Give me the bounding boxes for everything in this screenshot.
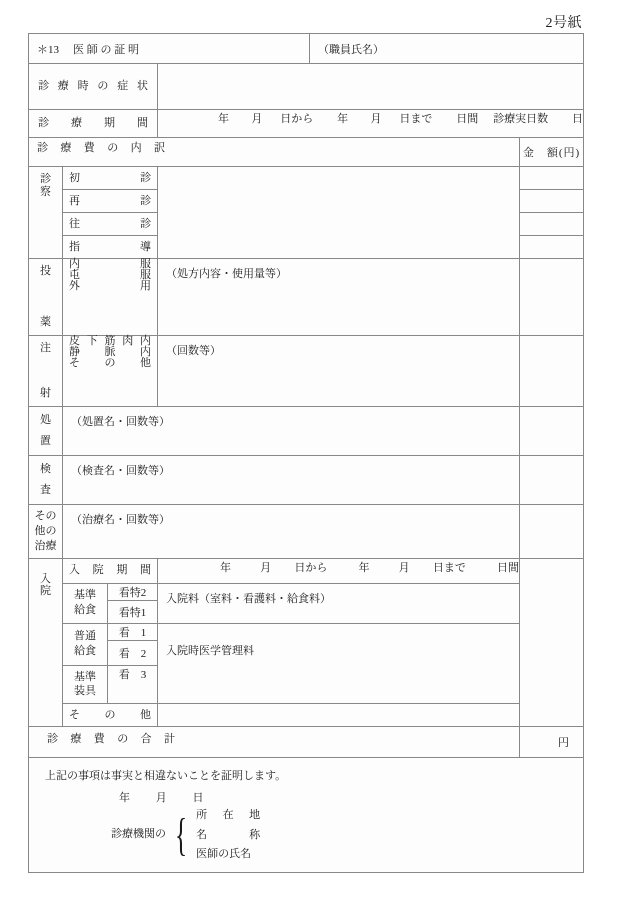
period-label: 診 療 期 間 xyxy=(38,117,148,129)
exam-item-label-cell xyxy=(63,236,158,259)
procedure-side-label-top: 処 xyxy=(40,414,51,426)
institution-name-label: 名 称 xyxy=(196,828,261,841)
other-treatment-side-label-line3: 治療 xyxy=(34,539,57,552)
injection-items-cell xyxy=(63,336,158,407)
breakdown-header-row xyxy=(29,138,584,167)
hospitalization-other-detail-cell[interactable] xyxy=(158,704,520,727)
tests-side-label-top: 検 xyxy=(40,463,51,475)
hosp-period-to: 日まで xyxy=(432,561,466,574)
exam-item-label: 指 導 xyxy=(69,240,151,253)
hospitalization-period-label-cell xyxy=(63,558,158,583)
exam-side-label-cell xyxy=(29,167,63,259)
amount-header: 金 額(円) xyxy=(522,147,581,159)
symptoms-row xyxy=(29,64,584,110)
other-treatment-side-label-line1: その xyxy=(34,510,57,522)
exam-amount-cell[interactable] xyxy=(520,236,584,259)
hosp-period-year: 年 xyxy=(220,561,231,574)
hospitalization-group-line1: 基準 xyxy=(74,670,96,683)
total-label: 診 療 費 の 合 計 xyxy=(47,733,175,746)
hospitalization-care-level-label: 看特2 xyxy=(118,586,147,599)
tests-detail-cell[interactable] xyxy=(63,456,520,505)
other-treatment-amount-cell[interactable] xyxy=(520,505,584,559)
medication-item-label: 屯 服 xyxy=(69,269,151,281)
hospitalization-care-level-cell xyxy=(108,600,158,623)
medical-certificate-table xyxy=(28,33,584,873)
other-treatment-side-label-cell xyxy=(29,505,63,559)
hosp-period-year-2: 年 xyxy=(358,561,370,574)
actual-days-label: 診療実日数 xyxy=(493,113,549,125)
medication-note: （処方内容・使用量等） xyxy=(166,268,287,280)
injection-item-label: 静 脈 内 xyxy=(69,346,151,358)
hospitalization-other-label: そ の 他 xyxy=(69,708,151,721)
hospitalization-group-line2: 給食 xyxy=(74,645,96,658)
declaration-row xyxy=(29,758,584,872)
institution-label: 診療機関の xyxy=(111,827,166,840)
institution-block xyxy=(45,809,583,859)
exam-amount-cell[interactable] xyxy=(520,167,584,190)
period-to: 日まで xyxy=(399,113,433,125)
declaration-month: 月 xyxy=(155,791,167,804)
period-year-2: 年 xyxy=(337,113,349,125)
medication-amount-cell[interactable] xyxy=(520,259,584,336)
total-unit: 円 xyxy=(558,737,569,750)
hospitalization-care-level-cell xyxy=(108,623,158,640)
injection-side-label-bottom: 射 xyxy=(40,387,51,400)
hospitalization-side-label-bottom: 院 xyxy=(40,585,51,598)
procedure-amount-cell[interactable] xyxy=(520,407,584,456)
medication-item-label: 内 服 xyxy=(69,258,151,270)
hospitalization-period-label: 入 院 期 間 xyxy=(69,564,151,577)
exam-row-shoshin xyxy=(29,167,584,190)
other-treatment-side-label-line2: 他の xyxy=(34,524,57,537)
exam-side-label-top: 診 xyxy=(40,173,51,185)
tests-side-label-bottom: 査 xyxy=(40,484,51,497)
period-input-cell[interactable] xyxy=(158,110,584,138)
period-from: 日から xyxy=(280,113,314,125)
exam-item-label: 往 診 xyxy=(69,217,151,230)
exam-item-label-cell xyxy=(63,213,158,236)
breakdown-label: 診 療 費 の 内 訳 xyxy=(37,142,165,154)
hospitalization-fee-cell[interactable] xyxy=(158,583,520,623)
hospitalization-group-line1: 基準 xyxy=(74,589,96,602)
period-label-cell xyxy=(29,110,158,138)
hospitalization-care-level-cell xyxy=(108,640,158,665)
total-amount-cell[interactable] xyxy=(520,727,584,758)
hospitalization-side-label-top: 入 xyxy=(40,572,51,585)
section-number: ＊13 xyxy=(37,44,59,56)
exam-amount-cell[interactable] xyxy=(520,190,584,213)
hospitalization-period-input-cell[interactable] xyxy=(158,558,520,583)
hospitalization-group-line2: 給食 xyxy=(74,604,96,617)
symptoms-label-cell xyxy=(29,64,158,110)
hospitalization-care-row-3 xyxy=(29,623,584,640)
hosp-period-from: 日から xyxy=(294,561,328,574)
doctor-name-label: 医師の氏名 xyxy=(196,847,252,860)
hospitalization-care-level-label: 看特1 xyxy=(118,606,147,619)
declaration-statement: 上記の事項は事実と相違ないことを証明します。 xyxy=(45,770,287,783)
day-unit: 日 xyxy=(571,113,583,125)
hospitalization-admin-note: 入院時医学管理料 xyxy=(166,644,254,657)
injection-note: （回数等） xyxy=(166,345,221,357)
total-label-cell xyxy=(29,727,520,758)
brace-icon: { xyxy=(174,808,188,860)
exam-amount-cell[interactable] xyxy=(520,213,584,236)
total-row xyxy=(29,727,584,758)
injection-amount-cell[interactable] xyxy=(520,336,584,407)
institution-address-field[interactable] xyxy=(196,809,260,821)
hospitalization-care-level-cell xyxy=(108,583,158,600)
injection-side-label-cell xyxy=(29,336,63,407)
hospitalization-group-line1: 普通 xyxy=(74,630,96,643)
sheet-label: 2号紙 xyxy=(545,16,582,31)
injection-side-label-top: 注 xyxy=(40,342,51,354)
tests-amount-cell[interactable] xyxy=(520,456,584,505)
other-treatment-detail-cell[interactable] xyxy=(63,505,520,559)
declaration-date-line[interactable] xyxy=(119,790,583,808)
exam-item-label-cell xyxy=(63,190,158,213)
institution-name-field[interactable] xyxy=(196,829,260,841)
exam-side-label-bottom: 察 xyxy=(40,185,51,198)
exam-item-label-cell xyxy=(63,167,158,190)
hospitalization-care-row-1 xyxy=(29,583,584,600)
institution-address-label: 所 在 地 xyxy=(196,809,261,822)
declaration-year: 年 xyxy=(119,791,130,804)
injection-row xyxy=(29,336,584,407)
hospitalization-other-label-cell xyxy=(63,704,158,727)
hospitalization-care-level-label: 看 2 xyxy=(118,647,147,660)
symptoms-input-cell[interactable] xyxy=(158,64,584,110)
staff-name-label: （職員氏名） xyxy=(318,44,384,56)
procedure-detail-cell[interactable] xyxy=(63,407,520,456)
exam-item-label: 再 診 xyxy=(69,194,151,207)
medication-side-label-cell xyxy=(29,259,63,336)
other-treatment-note: （治療名・回数等） xyxy=(71,514,170,526)
procedure-side-label-cell xyxy=(29,407,63,456)
amount-header-cell xyxy=(520,138,584,167)
period-year: 年 xyxy=(218,113,229,125)
hospitalization-amount-cell[interactable] xyxy=(520,558,584,727)
breakdown-label-cell xyxy=(29,138,520,167)
injection-item-label: 皮 下 筋 肉 内 xyxy=(69,335,151,347)
tests-side-label-cell xyxy=(29,456,63,505)
procedure-note: （処置名・回数等） xyxy=(71,416,170,428)
exam-detail-cell[interactable] xyxy=(158,167,520,259)
period-days: 日間 xyxy=(456,113,479,125)
other-treatment-row xyxy=(29,505,584,559)
certificate-title-cell xyxy=(29,34,310,64)
hospitalization-fee-note: 入院料（室料・看護料・給食料） xyxy=(166,592,331,605)
period-row xyxy=(29,110,584,138)
doctor-name-field[interactable] xyxy=(196,848,260,860)
hospitalization-group-cell xyxy=(63,583,108,623)
hosp-period-month-2: 月 xyxy=(398,561,410,574)
hospitalization-care-level-label: 看 1 xyxy=(118,626,147,639)
hospitalization-group-cell xyxy=(63,665,108,704)
hospitalization-admin-cell[interactable] xyxy=(158,623,520,704)
medication-detail-cell[interactable] xyxy=(158,259,520,336)
medication-row xyxy=(29,259,584,336)
hospitalization-group-line2: 装具 xyxy=(74,685,96,698)
injection-item-label: そ の 他 xyxy=(69,357,151,369)
header-row xyxy=(29,34,584,64)
medication-items-cell xyxy=(63,259,158,336)
certificate-title: 医 師 の 証 明 xyxy=(73,44,139,56)
declaration-cell xyxy=(29,758,584,872)
period-month-2: 月 xyxy=(370,113,382,125)
declaration-day: 日 xyxy=(192,791,204,804)
tests-note: （検査名・回数等） xyxy=(71,465,170,477)
medication-item-label: 外 用 xyxy=(69,280,151,292)
staff-name-cell[interactable] xyxy=(310,34,584,64)
symptoms-label: 診 療 時 の 症 状 xyxy=(38,80,148,92)
medication-side-label-bottom: 薬 xyxy=(40,316,51,329)
hospitalization-period-row xyxy=(29,558,584,583)
hospitalization-group-cell xyxy=(63,623,108,665)
procedure-side-label-bottom: 置 xyxy=(40,435,51,448)
period-month: 月 xyxy=(251,113,263,125)
hosp-period-month: 月 xyxy=(260,561,272,574)
hospitalization-care-level-cell xyxy=(108,665,158,704)
medication-side-label-top: 投 xyxy=(40,265,51,277)
hospitalization-side-label-cell xyxy=(29,558,63,727)
hospitalization-other-row xyxy=(29,704,584,727)
hosp-period-days: 日間 xyxy=(496,561,519,574)
hospitalization-care-level-label: 看 3 xyxy=(118,668,147,681)
procedure-row xyxy=(29,407,584,456)
exam-item-label: 初 診 xyxy=(69,171,151,184)
injection-detail-cell[interactable] xyxy=(158,336,520,407)
tests-row xyxy=(29,456,584,505)
